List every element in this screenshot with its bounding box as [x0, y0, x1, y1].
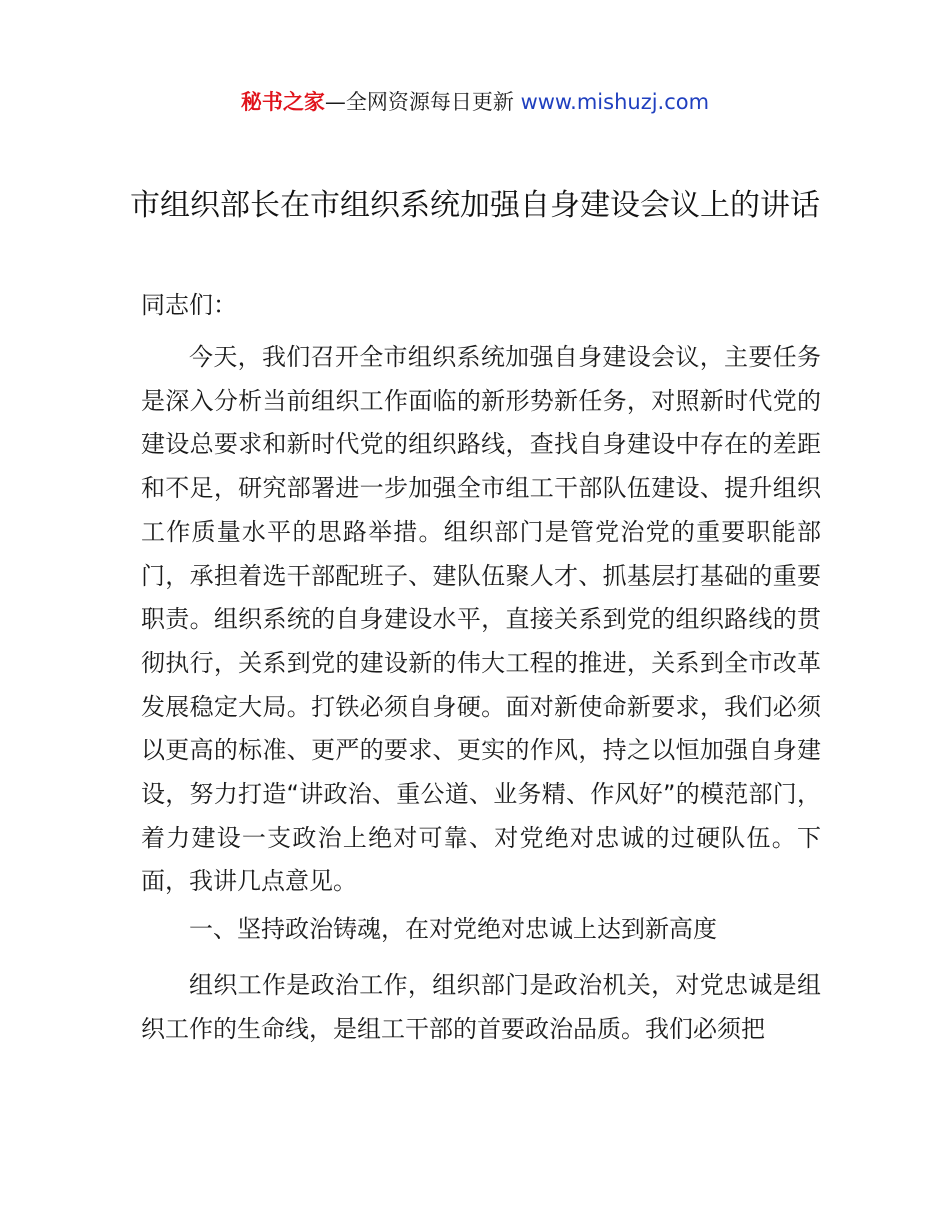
- site-tagline: —全网资源每日更新: [324, 90, 521, 114]
- body-paragraph: [141, 964, 821, 1051]
- paragraph-text: 今天，我们召开全市组织系统加强自身建设会议，主要任务是深入分析当前组织工作面临的新形势新任务，对照新时代党的建设总要求和新时代党的组织路线，查找自身建设中存在的差距和不足，研究部署进一步加强全市组工干部队伍建设、提升组织工作质量水平的思路举措。组织部门是管党治党的重要职能部门，承担着选干部配班子、建队伍聚人才、抓基层打基础的重要职责。组织系统的自身建设水平，直接关系到党的组织路线的贯彻执行，关系到党的建设新的伟大工程的推进，关系到全市改革发展稳定大局。打铁必须自身硬。面对新使命新要求，我们必须以更高的标准、更严的要求、更实的作风，持之以恒加强自身建设，努力打造“讲政治、重公道、业务精、作风好”的模范部门，着力建设一支政治上绝对可靠、对党绝对忠诚的过硬队伍。下面，我讲几点意见。: [141, 343, 821, 896]
- site-header: [0, 86, 950, 118]
- site-url-link[interactable]: www.mishuzj.com: [520, 90, 710, 114]
- document-title: 市组织部长在市组织系统加强自身建设会议上的讲话: [130, 188, 820, 223]
- section-heading: 一、坚持政治铸魂，在对党绝对忠诚上达到新高度: [189, 915, 717, 943]
- paragraph-text: 组织工作是政治工作，组织部门是政治机关，对党忠诚是组织工作的生命线，是组工干部的首要政治品质。我们必须把: [141, 971, 821, 1043]
- body-paragraph: [141, 336, 821, 904]
- site-brand: 秘书之家: [240, 90, 325, 114]
- salutation: 同志们：: [141, 291, 237, 319]
